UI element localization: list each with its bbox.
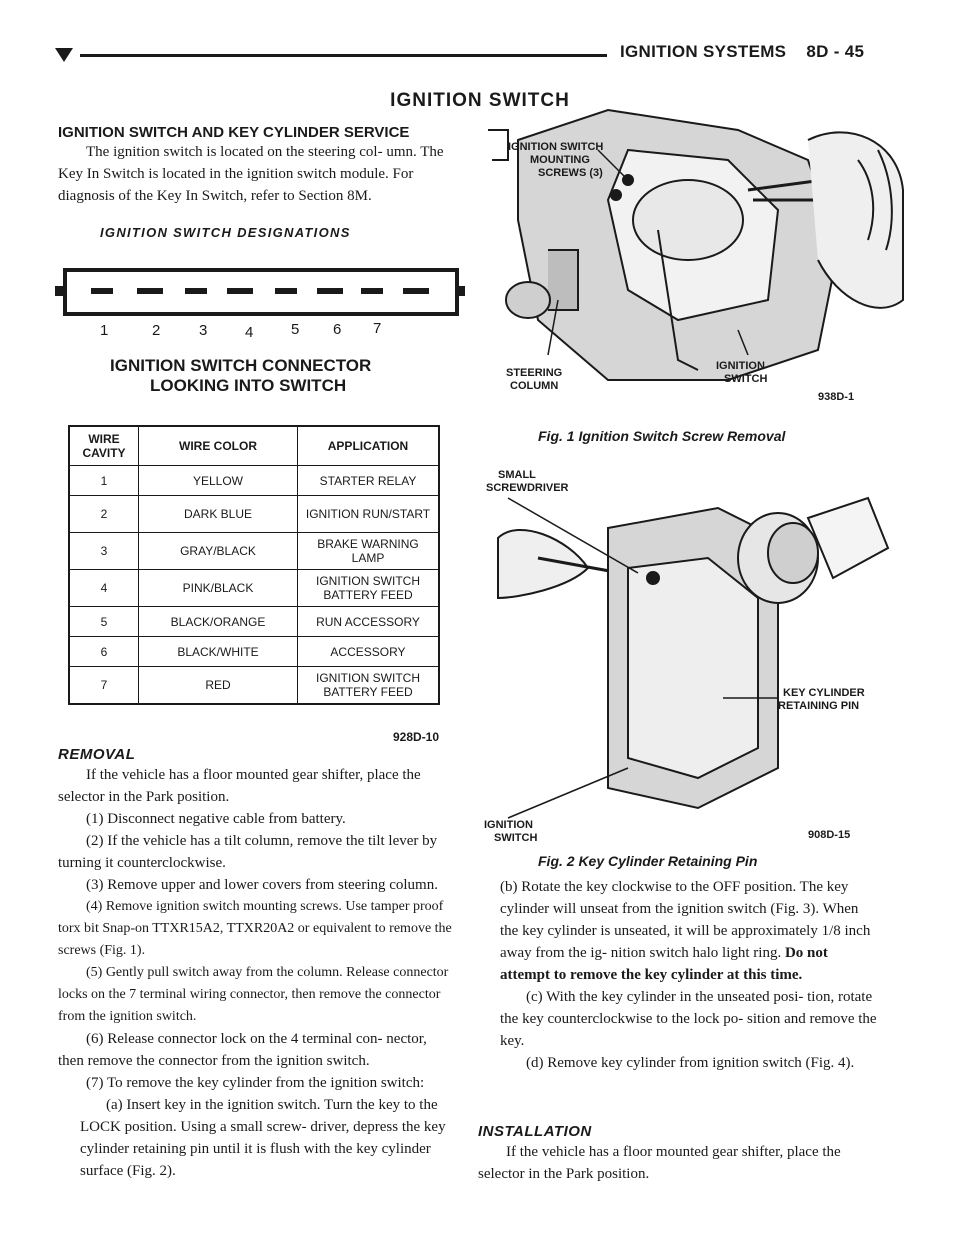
header-arrow-icon xyxy=(55,48,73,62)
fig1-label-2: MOUNTING xyxy=(530,154,590,166)
fig2-label-1: SMALL xyxy=(498,469,536,481)
pin-number: 7 xyxy=(373,320,382,337)
cell-color: GRAY/BLACK xyxy=(139,533,298,570)
header-application: APPLICATION xyxy=(298,426,440,466)
table-row xyxy=(69,533,439,570)
terminal-slots xyxy=(91,288,429,294)
removal-steps xyxy=(58,764,454,1182)
fig1-label-3: SCREWS (3) xyxy=(538,167,603,179)
fig1-label-4: STEERING xyxy=(506,367,563,379)
step-7b-text: (b) Rotate the key clockwise to the OFF position. The key cylinder will unseat from the ignition switch (Fig. 3). When the key cylinder is unseated, it will be approximately 1/8 inch away from the ig- nition switch halo light ring. xyxy=(500,879,871,961)
designations-title: IGNITION SWITCH DESIGNATIONS xyxy=(100,225,351,240)
key-head xyxy=(808,498,888,578)
fig2-label-2: SCREWDRIVER xyxy=(486,482,569,494)
cell-cavity: 3 xyxy=(69,533,139,570)
fig1-label-1: IGNITION SWITCH xyxy=(508,141,604,153)
fig1-label-7: SWITCH xyxy=(724,373,768,385)
fig1-illustration xyxy=(478,100,908,420)
header-title: IGNITION SYSTEMS 8D - 45 xyxy=(620,42,865,61)
cell-application: IGNITION SWITCH BATTERY FEED xyxy=(298,667,440,705)
cell-color: BLACK/ORANGE xyxy=(139,607,298,637)
table-row xyxy=(69,466,439,496)
key-cylinder xyxy=(768,523,818,583)
installation-para: If the vehicle has a floor mounted gear shifter, place the selector in the Park position. xyxy=(478,1144,841,1182)
connector-tab-right xyxy=(455,286,465,296)
cell-application: IGNITION RUN/START xyxy=(298,496,440,533)
fig1-caption: Fig. 1 Ignition Switch Screw Removal xyxy=(538,428,786,444)
connector-outline xyxy=(65,270,457,314)
section-title: IGNITION SWITCH xyxy=(390,90,570,111)
connector-diagram xyxy=(55,260,465,340)
pin-number: 1 xyxy=(100,322,109,339)
cell-application: BRAKE WARNING LAMP xyxy=(298,533,440,570)
cell-cavity: 7 xyxy=(69,667,139,705)
cell-cavity: 1 xyxy=(69,466,139,496)
table-row xyxy=(69,637,439,667)
cell-cavity: 5 xyxy=(69,607,139,637)
table-row xyxy=(69,570,439,607)
subsection-title: IGNITION SWITCH AND KEY CYLINDER SERVICE xyxy=(58,124,410,141)
fig2-illustration xyxy=(478,448,908,848)
cell-cavity: 4 xyxy=(69,570,139,607)
pin-number: 2 xyxy=(152,322,161,339)
header-wire-cavity: WIRE CAVITY xyxy=(69,426,139,466)
mount-screw xyxy=(611,190,621,200)
wire-designation-table xyxy=(68,425,440,705)
terminal-slot xyxy=(185,288,207,294)
fig2-label-3: KEY CYLINDER xyxy=(783,687,865,699)
table-body xyxy=(69,466,439,705)
installation-heading: INSTALLATION xyxy=(478,1123,592,1140)
terminal-slot xyxy=(403,288,429,294)
fig2-label-4: RETAINING PIN xyxy=(778,700,860,712)
connector-caption-line2: LOOKING INTO SWITCH xyxy=(150,376,347,395)
table-row xyxy=(69,496,439,533)
fig2-code: 908D-15 xyxy=(808,829,851,841)
intro-paragraph xyxy=(58,141,454,207)
removal-step-7b xyxy=(478,876,878,986)
table-row xyxy=(69,667,439,705)
intro-text: The ignition switch is located on the steering col- umn. The Key In Switch is located in the ignition switch module. For diagnosis of the Key In Switch, refer to Section 8M. xyxy=(58,144,444,204)
terminal-slot xyxy=(361,288,383,294)
switch-housing xyxy=(633,180,743,260)
removal-step-7d: (d) Remove key cylinder from ignition switch (Fig. 4). xyxy=(526,1055,855,1071)
header-wire-color: WIRE COLOR xyxy=(139,426,298,466)
pin-number: 4 xyxy=(245,324,254,340)
leader-switch xyxy=(508,768,628,818)
cell-cavity: 6 xyxy=(69,637,139,667)
fig1-label-6: IGNITION xyxy=(716,360,765,372)
removal-step-4: (4) Remove ignition switch mounting screws. Use tamper proof torx bit Snap-on TTXR15A2, TTXR20A2 or equivalent to remove the screws (Fig. 1). xyxy=(58,899,452,958)
switch-internals xyxy=(628,558,758,778)
removal-steps-continued xyxy=(478,876,878,1074)
table-header-row xyxy=(69,426,439,466)
fig2-label-5: IGNITION xyxy=(484,819,533,831)
cell-application: STARTER RELAY xyxy=(298,466,440,496)
removal-step-7c: (c) With the key cylinder in the unseated posi- tion, rotate the key counterclockwise to the lock po- sition and remove the key. xyxy=(500,989,877,1049)
installation-steps xyxy=(478,1141,878,1185)
column-bracket xyxy=(488,130,508,160)
fig1-label-5: COLUMN xyxy=(510,380,559,392)
cell-application: RUN ACCESSORY xyxy=(298,607,440,637)
pin-numbers xyxy=(100,320,381,340)
fig1-code: 938D-1 xyxy=(818,391,855,403)
removal-heading: REMOVAL xyxy=(58,746,136,763)
fig2-caption: Fig. 2 Key Cylinder Retaining Pin xyxy=(538,853,758,869)
cell-color: YELLOW xyxy=(139,466,298,496)
terminal-slot xyxy=(275,288,297,294)
cell-cavity: 2 xyxy=(69,496,139,533)
fig2-label-6: SWITCH xyxy=(494,832,538,844)
retaining-pin xyxy=(647,572,659,584)
header-rule xyxy=(80,54,607,57)
cell-application: IGNITION SWITCH BATTERY FEED xyxy=(298,570,440,607)
connector-caption-line1: IGNITION SWITCH CONNECTOR xyxy=(110,356,372,375)
terminal-slot xyxy=(137,288,163,294)
cell-color: BLACK/WHITE xyxy=(139,637,298,667)
shaft-end xyxy=(506,282,550,318)
steering-shaft xyxy=(548,250,578,310)
terminal-slot xyxy=(317,288,343,294)
connector-tab-left xyxy=(55,286,67,296)
removal-step-6: (6) Release connector lock on the 4 terminal con- nector, then remove the connector from the ignition switch. xyxy=(58,1031,427,1069)
connector-figure-code: 928D-10 xyxy=(393,730,440,744)
cell-color: PINK/BLACK xyxy=(139,570,298,607)
removal-para: If the vehicle has a floor mounted gear shifter, place the selector in the Park position. xyxy=(58,767,421,805)
pin-number: 3 xyxy=(199,322,208,339)
step-7b-warning: Do not attempt to remove the key cylinder at this time. xyxy=(500,945,828,983)
removal-step-3: (3) Remove upper and lower covers from steering column. xyxy=(86,877,438,893)
cell-color: DARK BLUE xyxy=(139,496,298,533)
removal-step-2: (2) If the vehicle has a tilt column, remove the tilt lever by turning it counterclockwise. xyxy=(58,833,438,871)
cell-color: RED xyxy=(139,667,298,705)
terminal-slot xyxy=(91,288,113,294)
table-row xyxy=(69,607,439,637)
removal-step-1: (1) Disconnect negative cable from battery. xyxy=(86,811,346,827)
pin-number: 6 xyxy=(333,321,342,338)
removal-step-5: (5) Gently pull switch away from the column. Release connector locks on the 7 terminal wiring connector, then remove the connector from the ignition switch. xyxy=(58,965,449,1024)
removal-step-7: (7) To remove the key cylinder from the ignition switch: xyxy=(86,1075,425,1091)
removal-step-7a: (a) Insert key in the ignition switch. Turn the key to the LOCK position. Using a small screw- driver, depress the key cylinder retaining pin until it is flush with the key cylinder surface (Fig. 2). xyxy=(80,1097,446,1179)
pin-number: 5 xyxy=(291,321,300,338)
cell-application: ACCESSORY xyxy=(298,637,440,667)
terminal-slot xyxy=(227,288,253,294)
